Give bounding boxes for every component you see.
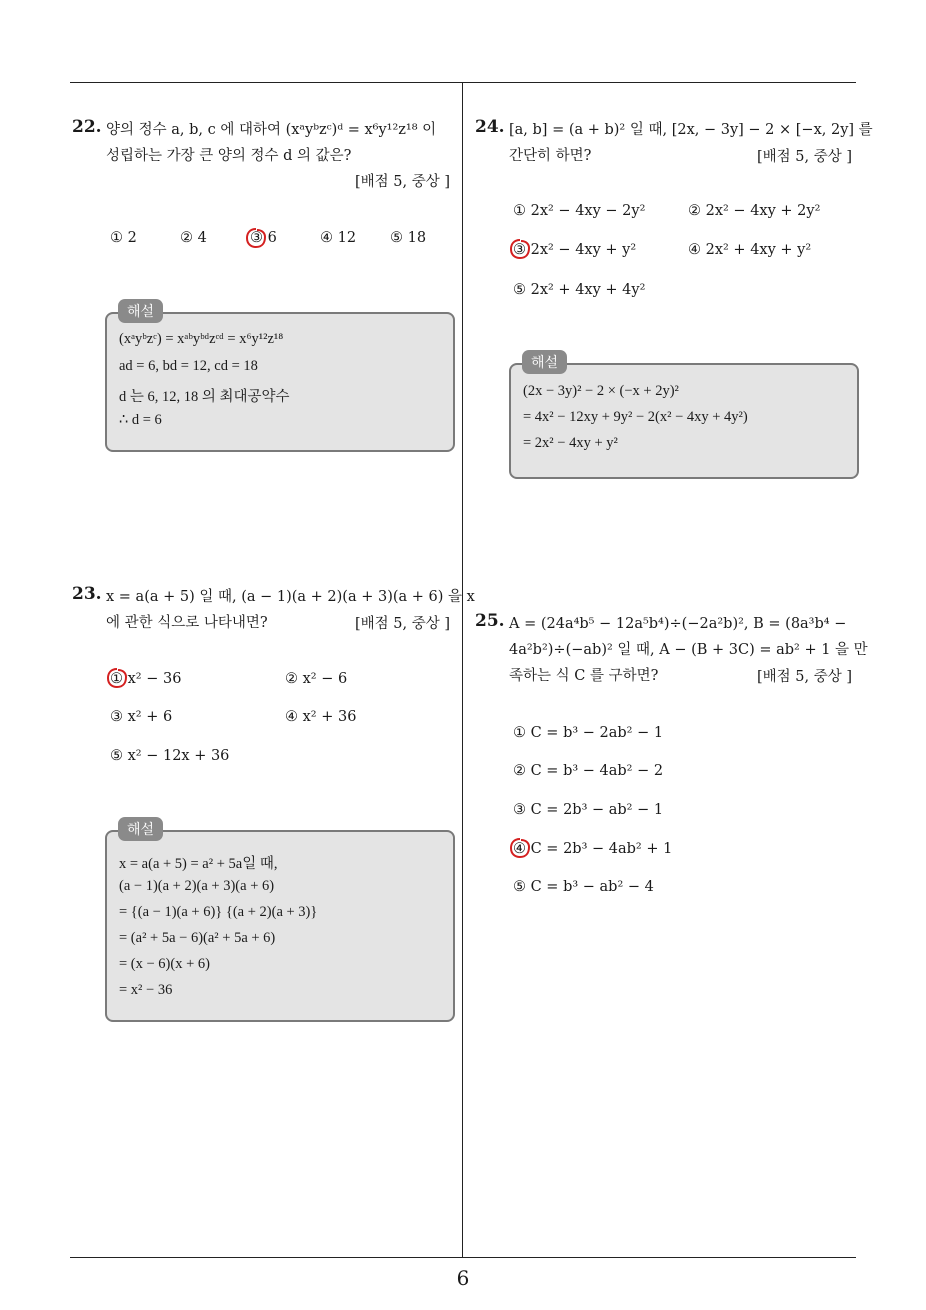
q25-option-3[interactable]: ③ C = 2b³ − ab² − 1 (513, 802, 664, 818)
q24-solution-line-2: = 4x² − 12xy + 9y² − 2(x² − 4xy + 4y²) (523, 409, 748, 425)
column-divider (462, 82, 463, 1258)
q22-option-1[interactable]: ① 2 (110, 230, 137, 246)
q25-option-2[interactable]: ② C = b³ − 4ab² − 2 (513, 763, 664, 779)
q23-solution-line-6: = x² − 36 (119, 982, 173, 998)
q25-option-5[interactable]: ⑤ C = b³ − ab² − 4 (513, 879, 654, 895)
q23-solution-line-2: (a − 1)(a + 2)(a + 3)(a + 6) (119, 878, 275, 894)
question-24-line2: 간단히 하면? (509, 148, 592, 164)
question-23-number: 23. (72, 584, 102, 604)
question-25-line1: A = (24a⁴b⁵ − 12a⁵b⁴)÷(−2a²b)², B = (8a³b⁴ − (509, 616, 847, 632)
q22-option-4[interactable]: ④ 12 (320, 230, 357, 246)
q24-solution-tag: 해설 (522, 350, 567, 374)
q23-option-4[interactable]: ④ x² + 36 (285, 709, 357, 725)
q23-solution-line-1: x = a(a + 5) = a² + 5a일 때, (119, 856, 278, 872)
q25-option-1[interactable]: ① C = b³ − 2ab² − 1 (513, 725, 664, 741)
q23-answer-circle-icon (106, 667, 128, 689)
q22-solution-box (105, 312, 455, 452)
q24-option-5[interactable]: ⑤ 2x² + 4xy + 4y² (513, 282, 646, 298)
bottom-rule (70, 1257, 856, 1258)
q25-answer-circle-icon (509, 837, 531, 859)
q22-option-3[interactable]: ③ 6 (250, 230, 277, 246)
question-22-grade: [배점 5, 중상 ] (354, 174, 450, 190)
q24-solution-box (509, 363, 859, 479)
q23-option-1[interactable]: ① x² − 36 (110, 671, 182, 687)
question-23-line1: x = a(a + 5) 일 때, (a − 1)(a + 2)(a + 3)(a + 6) 을 x (106, 589, 475, 605)
q24-solution-line-1: (2x − 3y)² − 2 × (−x + 2y)² (523, 383, 679, 399)
q24-option-3[interactable]: ③ 2x² − 4xy + y² (513, 242, 637, 258)
q22-solution-line-4: ∴ d = 6 (119, 412, 162, 428)
q23-solution-tag: 해설 (118, 817, 163, 841)
top-rule (70, 82, 856, 83)
q22-option-2[interactable]: ② 4 (180, 230, 207, 246)
q22-solution-tag: 해설 (118, 299, 163, 323)
q22-solution-line-2: ad = 6, bd = 12, cd = 18 (119, 358, 258, 374)
q23-solution-line-4: = (a² + 5a − 6)(a² + 5a + 6) (119, 930, 276, 946)
question-22-number: 22. (72, 117, 102, 137)
question-24-number: 24. (475, 117, 505, 137)
q23-option-3[interactable]: ③ x² + 6 (110, 709, 173, 725)
q23-solution-box (105, 830, 455, 1022)
question-25-line2: 4a²b²)÷(−ab)² 일 때, A − (B + 3C) = ab² + 1 을 만 (509, 642, 868, 658)
question-24-grade: [배점 5, 중상 ] (756, 149, 852, 165)
q22-solution-line-1: (xᵃyᵇzᶜ) = xᵃᵇyᵇᵈzᶜᵈ = x⁶y¹²z¹⁸ (119, 331, 284, 347)
q23-solution-line-3: = {(a − 1)(a + 6)} {(a + 2)(a + 3)} (119, 904, 318, 920)
q22-option-5[interactable]: ⑤ 18 (390, 230, 427, 246)
question-22-line2: 성립하는 가장 큰 양의 정수 d 의 값은? (106, 148, 352, 164)
question-22-line1: 양의 정수 a, b, c 에 대하여 (xᵃyᵇzᶜ)ᵈ = x⁶y¹²z¹⁸ 이 (106, 122, 437, 138)
q22-answer-circle-icon (245, 227, 267, 249)
question-23-line2: 에 관한 식으로 나타내면? (106, 615, 268, 631)
q24-solution-line-3: = 2x² − 4xy + y² (523, 435, 618, 451)
q23-solution-line-5: = (x − 6)(x + 6) (119, 956, 210, 972)
q23-option-5[interactable]: ⑤ x² − 12x + 36 (110, 748, 230, 764)
question-25-grade: [배점 5, 중상 ] (756, 669, 852, 685)
q24-option-2[interactable]: ② 2x² − 4xy + 2y² (688, 203, 821, 219)
question-23-grade: [배점 5, 중상 ] (354, 616, 450, 632)
question-25-line3: 족하는 식 C 를 구하면? (509, 668, 659, 684)
q23-option-2[interactable]: ② x² − 6 (285, 671, 348, 687)
q24-answer-circle-icon (509, 238, 531, 260)
q22-solution-line-3: d 는 6, 12, 18 의 최대공약수 (119, 389, 290, 405)
question-25-number: 25. (475, 611, 505, 631)
question-24-line1: [a, b] = (a + b)² 일 때, [2x, − 3y] − 2 × [−x, 2y] 를 (509, 122, 873, 138)
page-number: 6 (456, 1266, 470, 1290)
q24-option-4[interactable]: ④ 2x² + 4xy + y² (688, 242, 812, 258)
q25-option-4[interactable]: ④ C = 2b³ − 4ab² + 1 (513, 841, 673, 857)
q24-option-1[interactable]: ① 2x² − 4xy − 2y² (513, 203, 646, 219)
